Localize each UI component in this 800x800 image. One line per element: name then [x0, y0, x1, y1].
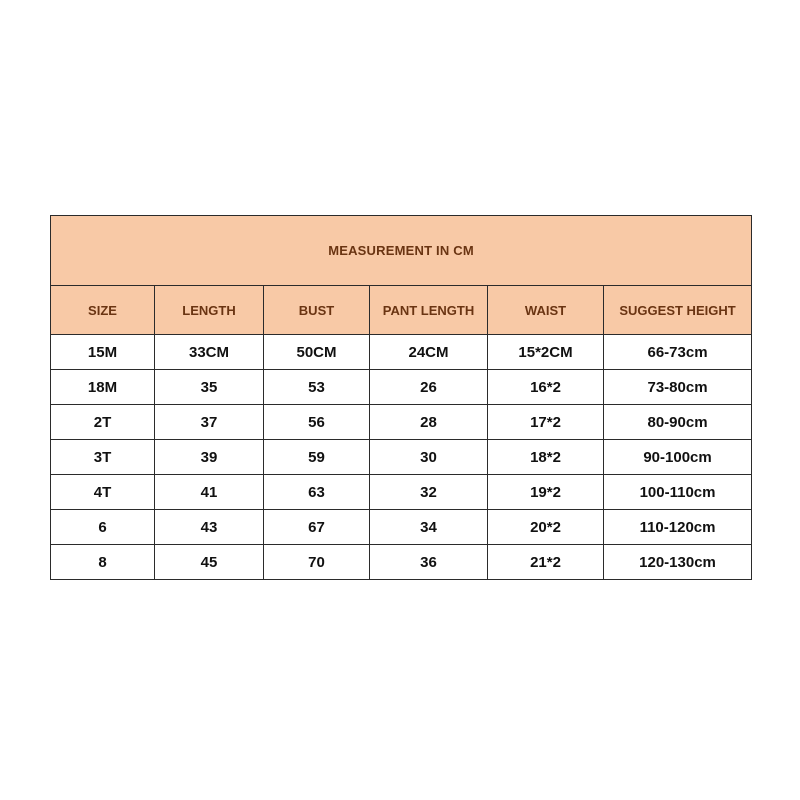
cell-pant-length: 34 — [370, 510, 488, 545]
cell-suggest-height: 80-90cm — [604, 405, 752, 440]
cell-waist: 16*2 — [488, 370, 604, 405]
header-size: SIZE — [51, 286, 155, 335]
cell-waist: 19*2 — [488, 475, 604, 510]
cell-size: 4T — [51, 475, 155, 510]
cell-bust: 70 — [264, 545, 370, 580]
cell-pant-length: 36 — [370, 545, 488, 580]
cell-bust: 50CM — [264, 335, 370, 370]
cell-suggest-height: 90-100cm — [604, 440, 752, 475]
cell-size: 15M — [51, 335, 155, 370]
table-row — [51, 405, 752, 440]
cell-suggest-height: 120-130cm — [604, 545, 752, 580]
table-row — [51, 370, 752, 405]
cell-suggest-height: 110-120cm — [604, 510, 752, 545]
cell-size: 3T — [51, 440, 155, 475]
cell-suggest-height: 100-110cm — [604, 475, 752, 510]
header-suggest-height: SUGGEST HEIGHT — [604, 286, 752, 335]
cell-length: 37 — [155, 405, 264, 440]
cell-pant-length: 24CM — [370, 335, 488, 370]
cell-suggest-height: 66-73cm — [604, 335, 752, 370]
cell-bust: 59 — [264, 440, 370, 475]
header-row — [51, 286, 752, 335]
cell-bust: 67 — [264, 510, 370, 545]
cell-length: 39 — [155, 440, 264, 475]
cell-size: 6 — [51, 510, 155, 545]
cell-pant-length: 28 — [370, 405, 488, 440]
cell-bust: 56 — [264, 405, 370, 440]
title-row — [51, 216, 752, 286]
cell-waist: 18*2 — [488, 440, 604, 475]
header-bust: BUST — [264, 286, 370, 335]
cell-size: 18M — [51, 370, 155, 405]
cell-pant-length: 26 — [370, 370, 488, 405]
table-row — [51, 510, 752, 545]
cell-bust: 53 — [264, 370, 370, 405]
cell-waist: 15*2CM — [488, 335, 604, 370]
cell-length: 35 — [155, 370, 264, 405]
cell-length: 33CM — [155, 335, 264, 370]
cell-size: 2T — [51, 405, 155, 440]
cell-waist: 21*2 — [488, 545, 604, 580]
cell-length: 41 — [155, 475, 264, 510]
table-row — [51, 475, 752, 510]
cell-waist: 20*2 — [488, 510, 604, 545]
cell-pant-length: 32 — [370, 475, 488, 510]
table-row — [51, 335, 752, 370]
header-pant-length: PANT LENGTH — [370, 286, 488, 335]
table-row — [51, 440, 752, 475]
header-waist: WAIST — [488, 286, 604, 335]
cell-size: 8 — [51, 545, 155, 580]
header-length: LENGTH — [155, 286, 264, 335]
table-row — [51, 545, 752, 580]
size-chart-table — [50, 215, 752, 580]
cell-pant-length: 30 — [370, 440, 488, 475]
table-title: MEASUREMENT IN CM — [51, 216, 752, 286]
cell-length: 45 — [155, 545, 264, 580]
cell-length: 43 — [155, 510, 264, 545]
cell-bust: 63 — [264, 475, 370, 510]
cell-waist: 17*2 — [488, 405, 604, 440]
cell-suggest-height: 73-80cm — [604, 370, 752, 405]
